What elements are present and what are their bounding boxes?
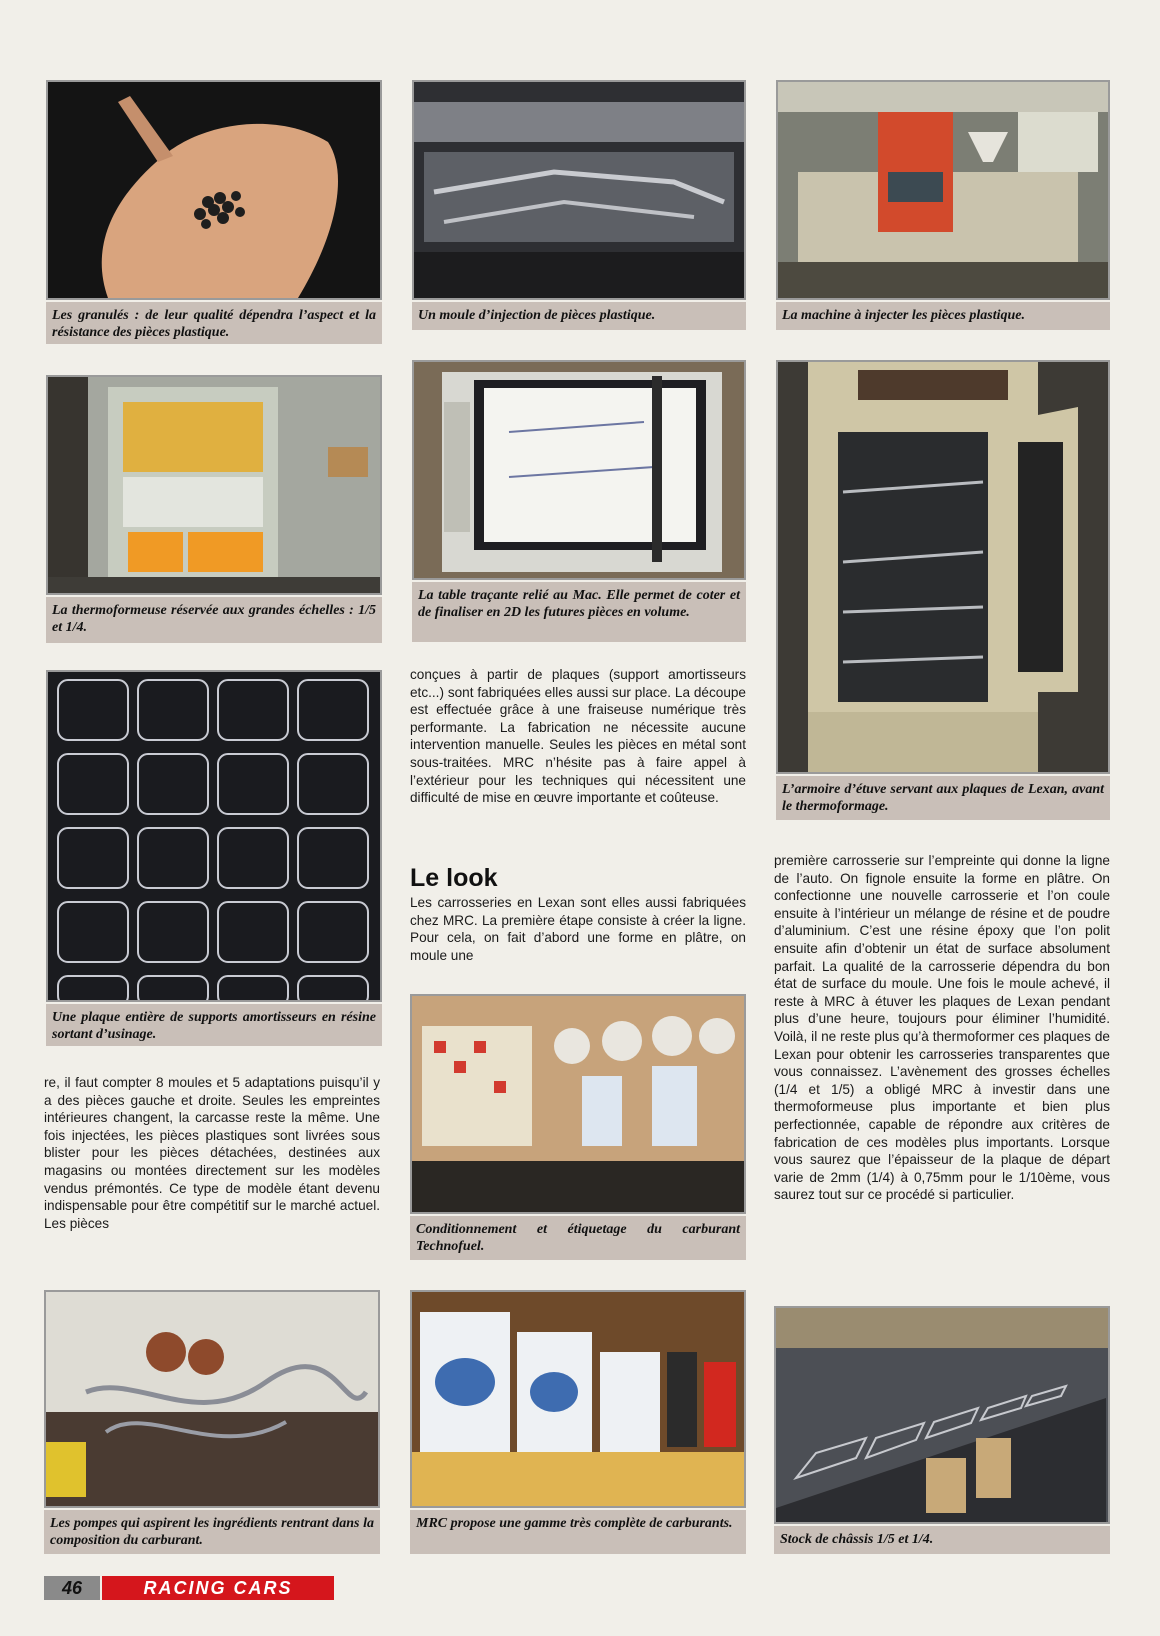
- figure-plotter: [412, 360, 746, 638]
- caption-plate: Une plaque entière de supports amortisseurs en résine sortant d’usinage.: [46, 1004, 382, 1046]
- figure-chassis: [774, 1306, 1110, 1554]
- photo-granules: [46, 80, 382, 300]
- photo-fuels: [410, 1290, 746, 1508]
- photo-packaging: [410, 994, 746, 1214]
- body-text-left: re, il faut compter 8 moules et 5 adaptations puisqu’il y a des pièces gauche et droite. Seules les empreintes intérieures changent, la carcasse reste la même. Une fois injectées, les pièces plastiques sont livrées sous blister pour les pièces détachées, destinées aux magasins ou montées directement sur les modèles vendus prémontés. Ce type de modèle étant devenu indispensable pour être compétitif sur le marché actuel. Les pièces: [44, 1075, 380, 1231]
- photo-pumps: [44, 1290, 380, 1508]
- body-text-middle-top: conçues à partir de plaques (support amortisseurs etc...) sont fabriquées elles aussi sur place. La découpe est effectuée grâce à une fraiseuse numérique très performante. La fabrication ne nécessite aucune intervention manuelle. Seules les pièces en métal sont sous-traitées. MRC n’hésite pas à faire appel à l’extérieur pour les techniques qui nécessitent une difficulté de mise en œuvre importante et coûteuse.: [410, 667, 746, 806]
- body-text-middle-bottom: Les carrosseries en Lexan sont elles aussi fabriquées chez MRC. La première étape consiste à créer la ligne. Pour cela, on fait d’abord une forme en plâtre, on moule une: [410, 895, 746, 963]
- figure-pumps: [44, 1290, 380, 1554]
- caption-thermoformer: La thermoformeuse réservée aux grandes échelles : 1/5 et 1/4.: [46, 597, 382, 643]
- caption-packaging: Conditionnement et étiquetage du carburant Technofuel.: [410, 1216, 746, 1260]
- figure-granules: [46, 80, 382, 340]
- figure-oven: [776, 360, 1110, 820]
- caption-oven: L’armoire d’étuve servant aux plaques de Lexan, avant le thermoformage.: [776, 776, 1110, 820]
- photo-injector: [776, 80, 1110, 300]
- figure-thermoformer: [46, 375, 382, 643]
- body-text-right: première carrosserie sur l’empreinte qui donne la ligne de l’auto. On fignole ensuite la forme en plâtre. On confectionne une nouvelle carrosserie et l’on coule ensuite à l’intérieur un mélange de résine et de poudre d’aluminium. C’est une résine époxy que l’on polit ensuite afin d’obtenir un état de surface absolument parfait. La qualité de la carrosserie dépendra du bon état de surface du moule. Une fois le moule achevé, il reste à MRC à étuver les plaques de Lexan pendant plus d’une heure, toujours pour éliminer l’humidité. Voilà, il ne reste plus qu’à thermoformer ces plaques de Lexan pour obtenir les carrosseries transparentes que vous connaissez. L’avènement des grosses échelles (1/4 et 1/5) a obligé MRC à investir dans une thermoformeuse plus importante et bien plus perfectionnée, capable de répondre aux critères de fabrication de ces modèles plus importants. Lorsque vous saurez que l’épaisseur de la plaque de départ varie de 2mm (1/4) à 0,75mm pour le 1/10ème, vous saurez tout sur ce procédé si particulier.: [774, 853, 1110, 1203]
- page-footer: [44, 1576, 334, 1600]
- photo-thermoformer: [46, 375, 382, 595]
- photo-mould: [412, 80, 746, 300]
- figure-plate: [46, 670, 382, 1046]
- caption-pumps: Les pompes qui aspirent les ingrédients rentrant dans la composition du carburant.: [44, 1510, 380, 1554]
- figure-fuels: [410, 1290, 746, 1554]
- magazine-logo: RACING CARS: [102, 1576, 334, 1600]
- photo-oven: [776, 360, 1110, 774]
- caption-granules: Les granulés : de leur qualité dépendra l’aspect et la résistance des pièces plastique.: [46, 302, 382, 344]
- caption-chassis: Stock de châssis 1/5 et 1/4.: [774, 1526, 1110, 1554]
- caption-injector: La machine à injecter les pièces plastique.: [776, 302, 1110, 330]
- caption-plotter: La table traçante relié au Mac. Elle permet de coter et de finaliser en 2D les futures pièces en volume.: [412, 582, 746, 642]
- figure-packaging: [410, 994, 746, 1260]
- figure-mould: [412, 80, 746, 330]
- photo-plotter: [412, 360, 746, 580]
- photo-plate: [46, 670, 382, 1002]
- page-number: 46: [44, 1576, 100, 1600]
- caption-mould: Un moule d’injection de pièces plastique.: [412, 302, 746, 330]
- caption-fuels: MRC propose une gamme très complète de carburants.: [410, 1510, 746, 1554]
- section-heading: Le look: [410, 864, 498, 892]
- figure-injector: [776, 80, 1110, 330]
- photo-chassis: [774, 1306, 1110, 1524]
